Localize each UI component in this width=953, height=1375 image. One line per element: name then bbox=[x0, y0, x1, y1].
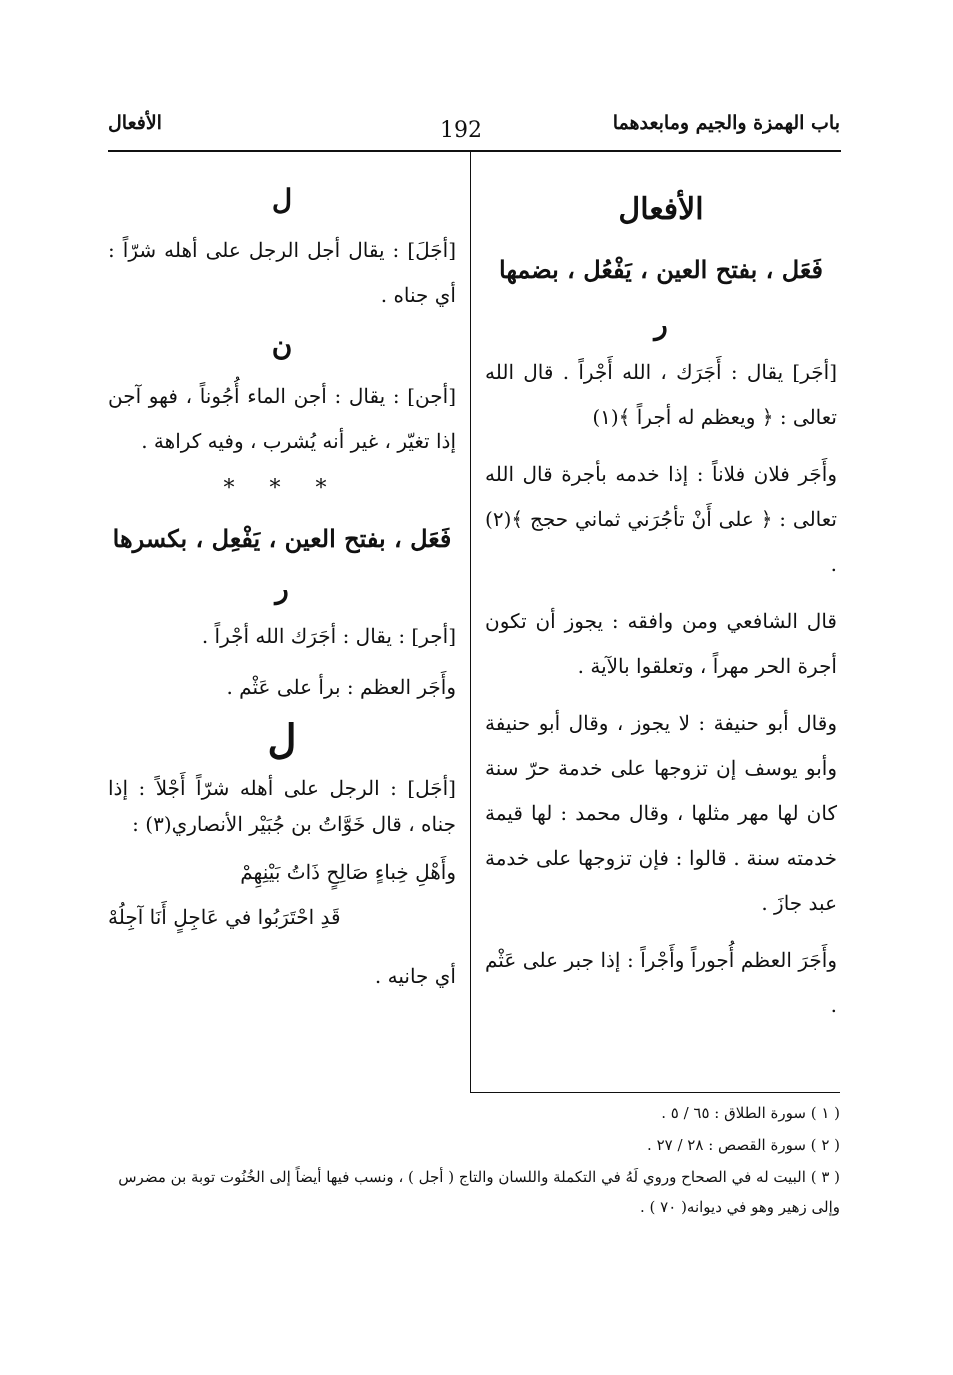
paragraph: وأَجَرَ العظم أُجوراً وأَجْراً : إذا جبر على عَثْم . bbox=[485, 948, 837, 1017]
entry: [أجر] : يقال : أجَرَك الله أجْراً . bbox=[201, 624, 456, 648]
entry: وأَجَر العظم : برأ على عَثْم . bbox=[226, 675, 456, 699]
entry: أي جانيه . bbox=[374, 964, 456, 988]
letter-heading: ل bbox=[271, 183, 293, 216]
letter-heading: ن bbox=[271, 329, 293, 362]
verse-line: وأَهْلِ خِباءٍ صَالِحٍ ذَاتُ بَيْنِهِمْ bbox=[240, 860, 456, 884]
letter-heading: ر bbox=[654, 308, 668, 341]
chapter-title: الأفعال bbox=[618, 192, 704, 227]
verse-line: قَدِ احْتَرَبُوا في عَاجِلٍ أَنَا آجِلُهْ bbox=[108, 905, 341, 929]
paragraph: قال الشافعي ومن وافقه : يجوز أن تكون أجرة الحر مهراً ، وتعلقوا بالآية . bbox=[485, 609, 837, 678]
left-column bbox=[108, 172, 456, 999]
entry: [أجَل] : الرجل على أهله شرّاً أَجْلاً : إذا جناه ، قال خَوَّاتُ بن جُبَيْر الأنصاري(٣) : bbox=[108, 776, 456, 836]
letter-heading: ل bbox=[267, 716, 297, 763]
entry: [أجَلَ] : يقال أجل الرجل على أهله شرّاً : أي جناه . bbox=[108, 238, 456, 307]
header-rule bbox=[108, 150, 841, 152]
right-column bbox=[485, 180, 837, 1028]
footnote: ( ٣ ) البيت له في الصحاح وروي لَهُ في التكملة واللسان والتاج ( أجل ) ، ونسب فيها أيضاً إلى الخُنُوت توبة بن مضرس وإلى زهير وهو في ديوانه( ٧٠ ) . bbox=[118, 1168, 840, 1216]
paragraph: [أجَر] يقال : أَجَرَك ، الله أَجْراً . قال الله تعالى : ﴿ ويعظم له أجراً ﴾(١) bbox=[485, 360, 837, 429]
letter-heading: ر bbox=[275, 572, 289, 605]
column-divider bbox=[470, 152, 471, 1092]
running-head-left: الأفعال bbox=[108, 112, 162, 134]
section-separator: * * * bbox=[223, 476, 341, 501]
paragraph: وقال أبو حنيفة : لا يجوز ، وقال أبو حنيفة وأبو يوسف إن تزوجها على خدمة حرّ سنة كان لها مهر مثلها ، وقال محمد : لها قيمة خدمته سنة . قالوا : فإن تزوجها على خدمة عبد جازَ . bbox=[485, 711, 837, 915]
page-number: 192 bbox=[440, 118, 482, 143]
footnote: ( ٢ ) سورة القصص : ٢٨ / ٢٧ . bbox=[647, 1136, 840, 1154]
section-heading: فَعَل ، بفتح العين ، يَفْعِل ، بكسرها bbox=[112, 524, 452, 553]
running-head-right: باب الهمزة والجيم ومابعدهما bbox=[612, 112, 840, 134]
entry: [أجن] : يقال : أجن الماء أُجُوناً ، فهو آجن إذا تغيّر ، غير أنه يُشرب ، وفيه كراهة . bbox=[108, 384, 456, 453]
paragraph: وأَجَر فلان فلاناً : إذا خدمه بأجرة قال الله تعالى : ﴿ على أَنْ تأجُرَني ثماني حجج ﴾(٢) . bbox=[485, 462, 837, 576]
footnote: ( ١ ) سورة الطلاق : ٦٥ / ٥ . bbox=[661, 1104, 840, 1122]
section-heading: فَعَل ، بفتح العين ، يَفْعُل ، بضمها bbox=[499, 255, 823, 284]
footnote-rule bbox=[470, 1092, 840, 1093]
